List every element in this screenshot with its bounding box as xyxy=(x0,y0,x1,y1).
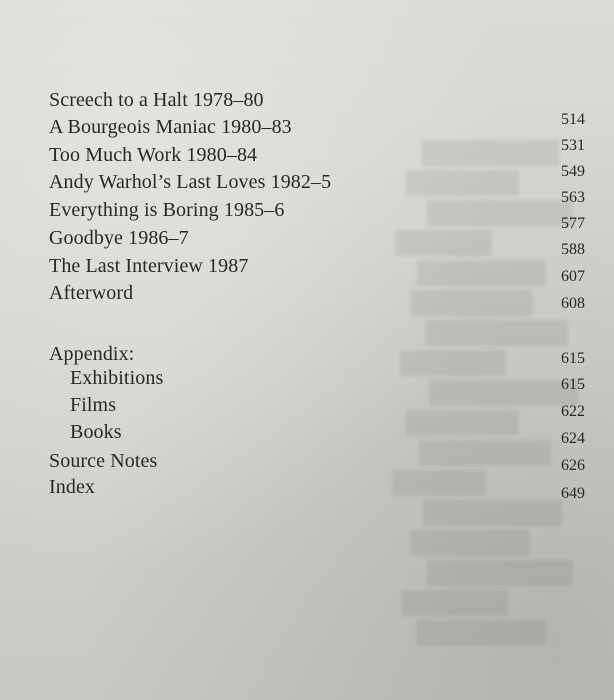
index-entry: Index xyxy=(49,476,96,498)
index-page: 649 xyxy=(561,485,585,502)
toc-entry-title: A Bourgeois Maniac 1980–83 xyxy=(49,116,292,138)
toc-entry-page: 531 xyxy=(561,137,585,154)
appendix-item-page: 615 xyxy=(561,376,585,393)
toc-entry-title: Too Much Work 1980–84 xyxy=(49,144,258,166)
appendix-page: 615 xyxy=(561,350,585,367)
appendix-item-page: 622 xyxy=(561,403,585,420)
source-notes-entry: Source Notes xyxy=(49,450,158,472)
toc-entry-page: 607 xyxy=(561,268,585,285)
toc-entry-page: 588 xyxy=(561,241,585,258)
toc-entry-page: 608 xyxy=(561,295,585,312)
source-notes-page: 626 xyxy=(561,457,585,474)
toc-entry-title: Andy Warhol’s Last Loves 1982–5 xyxy=(49,171,332,193)
toc-entry-page: 577 xyxy=(561,215,585,232)
appendix-item-exhibitions: Exhibitions xyxy=(70,367,164,389)
bleed-through-text xyxy=(330,140,600,700)
toc-entry-title: The Last Interview 1987 xyxy=(49,255,249,277)
toc-entry-title: Goodbye 1986–7 xyxy=(49,227,189,249)
toc-entry-page: 563 xyxy=(561,189,585,206)
toc-entry-page: 549 xyxy=(561,163,585,180)
toc-entry-page: 514 xyxy=(561,111,585,128)
toc-entry-title: Everything is Boring 1985–6 xyxy=(49,199,285,221)
appendix-heading: Appendix: xyxy=(49,343,135,365)
appendix-item-films: Films xyxy=(70,394,117,416)
appendix-item-page: 624 xyxy=(561,430,585,447)
toc-entry-title: Afterword xyxy=(49,282,134,304)
toc-entry-title: Screech to a Halt 1978–80 xyxy=(49,89,264,111)
appendix-item-books: Books xyxy=(70,421,122,443)
